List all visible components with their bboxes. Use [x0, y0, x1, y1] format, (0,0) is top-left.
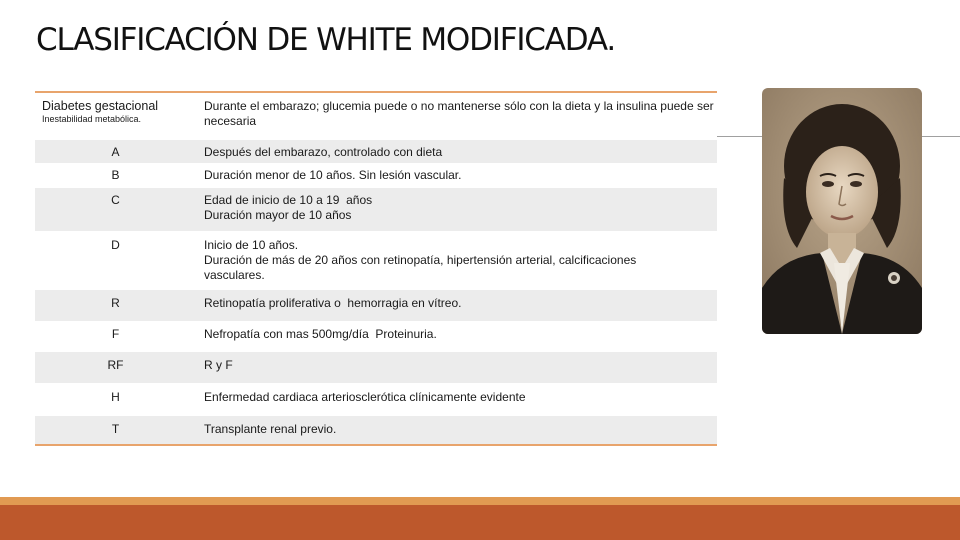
- class-cell: F: [35, 321, 196, 351]
- description-line: Nefropatía con mas 500mg/día Proteinuria.: [204, 326, 437, 341]
- description-cell: [196, 321, 717, 351]
- description-line: R y F: [204, 357, 233, 372]
- description-cell: [196, 383, 717, 415]
- table-row: [35, 163, 717, 187]
- header-label-main: Diabetes gestacional: [42, 99, 159, 113]
- table-row: [35, 415, 717, 444]
- slide-title: CLASIFICACIÓN DE WHITE MODIFICADA.: [36, 22, 615, 58]
- class-cell: D: [35, 231, 196, 289]
- description-cell: [196, 139, 717, 163]
- description-line: Duración mayor de 10 años: [204, 207, 352, 222]
- description-line: Duración menor de 10 años. Sin lesión vascular.: [204, 167, 462, 182]
- header-label-sub: Inestabilidad metabólica.: [42, 114, 142, 124]
- class-cell: H: [35, 383, 196, 415]
- description-line: Duración de más de 20 años con retinopatía, hipertensión arterial, calcificaciones vasculares.: [204, 252, 637, 282]
- description-cell: [196, 187, 717, 231]
- table-row: [35, 231, 717, 289]
- description-cell: [196, 415, 717, 444]
- class-cell: T: [35, 415, 196, 444]
- description-line: Después del embarazo, controlado con dieta: [204, 144, 443, 159]
- description-line: Edad de inicio de 10 a 19 años: [204, 192, 373, 207]
- table-row: [35, 351, 717, 383]
- description-line: Enfermedad cardiaca arteriosclerótica clínicamente evidente: [204, 389, 526, 404]
- description-cell: [196, 231, 717, 289]
- table-header-row: [35, 93, 717, 139]
- footer-accent-line: [0, 497, 960, 505]
- description-line: Retinopatía proliferativa o hemorragia en vítreo.: [204, 295, 462, 310]
- description-cell: [196, 351, 717, 383]
- class-cell: B: [35, 163, 196, 187]
- header-class-cell: [35, 93, 196, 139]
- header-description: Durante el embarazo; glucemia puede o no mantenerse sólo con la dieta y la insulina puede ser necesaria: [204, 99, 714, 128]
- class-cell: R: [35, 289, 196, 321]
- portrait-photo-icon: [762, 88, 922, 334]
- description-cell: [196, 163, 717, 187]
- table-row: [35, 139, 717, 163]
- table-row: [35, 383, 717, 415]
- description-line: Transplante renal previo.: [204, 421, 337, 436]
- table-row: [35, 187, 717, 231]
- class-cell: A: [35, 139, 196, 163]
- description-cell: [196, 289, 717, 321]
- white-classification-table: [35, 91, 717, 446]
- description-line: Inicio de 10 años.: [204, 237, 299, 252]
- table-row: [35, 289, 717, 321]
- footer-bar: [0, 505, 960, 540]
- class-cell: C: [35, 187, 196, 231]
- table-row: [35, 321, 717, 351]
- class-cell: RF: [35, 351, 196, 383]
